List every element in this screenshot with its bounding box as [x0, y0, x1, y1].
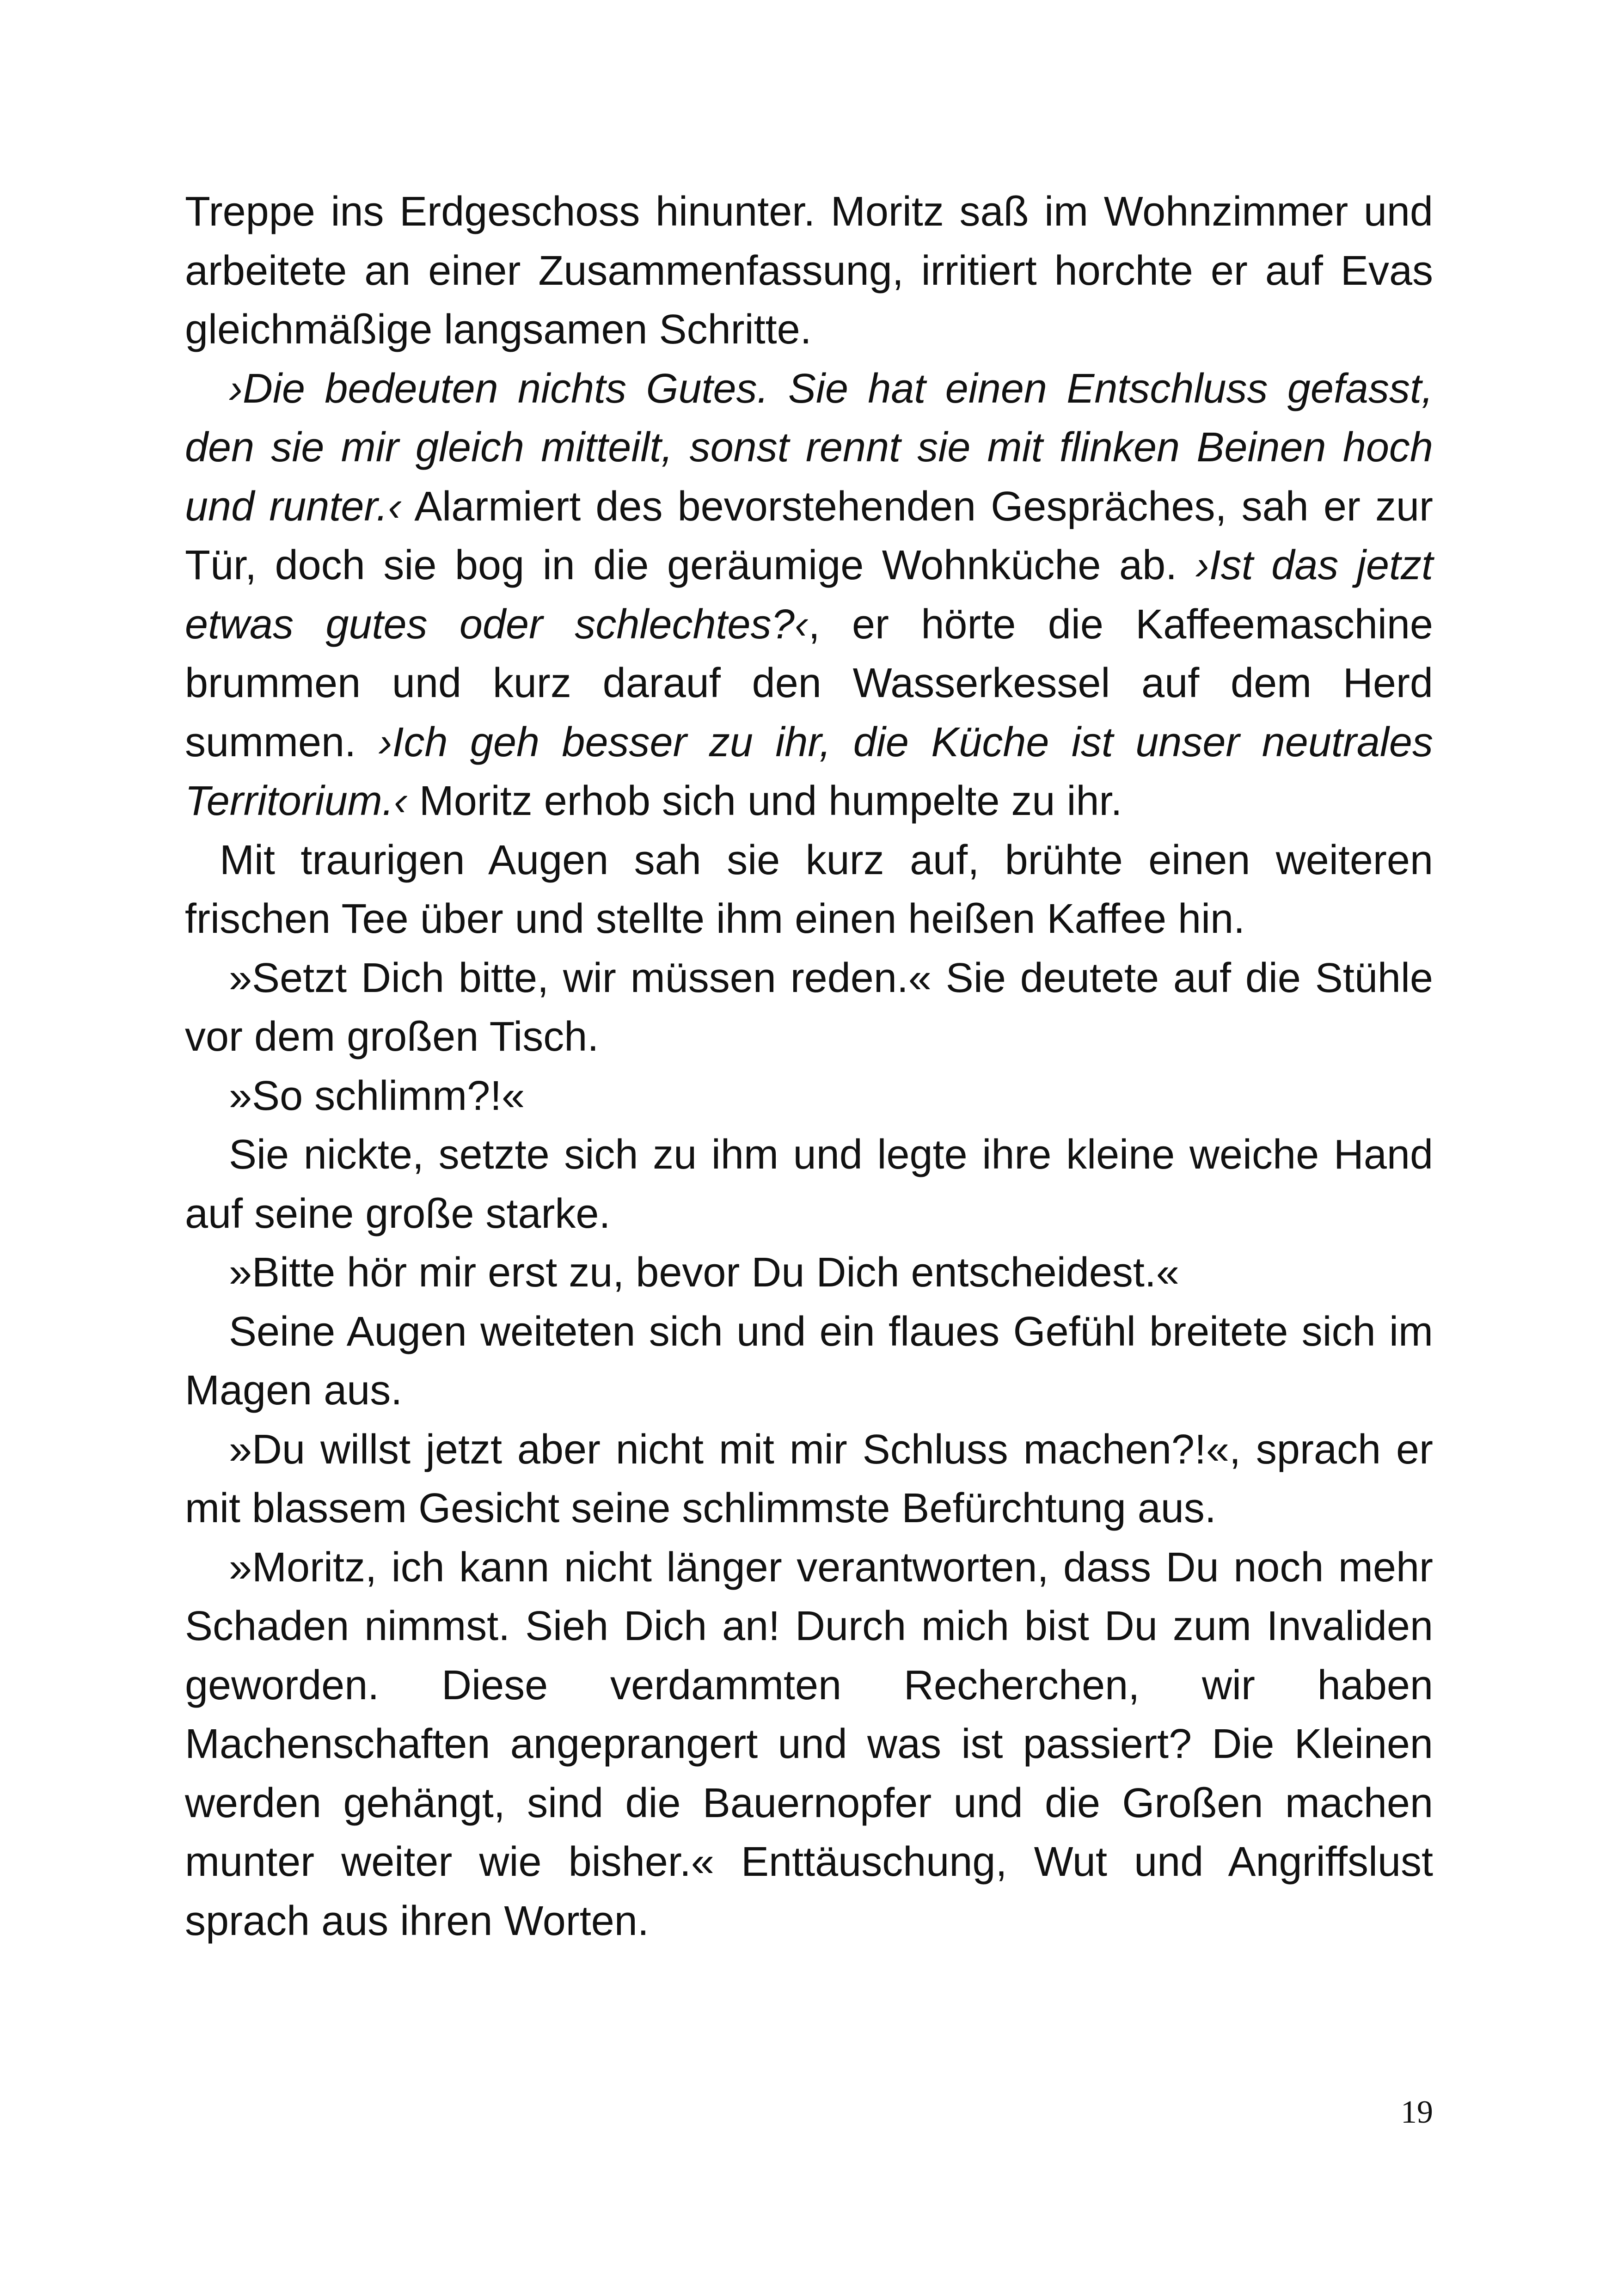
text-run: »Setzt Dich bitte, wir müssen reden.« Sie deutete auf die Stühle vor dem großen Tisch. [185, 955, 1433, 1060]
text-run: Mit traurigen Augen sah sie kurz auf, brühte einen weiteren frischen Tee über und stellte ihm einen heißen Kaffee hin. [185, 837, 1433, 942]
text-run: »Moritz, ich kann nicht länger verantworten, dass Du noch mehr Schaden nimmst. Sieh Dich an! Durch mich bist Du zum Invaliden geworden. Diese verdammten Recherchen, wir haben Machenschaften angeprangert und was ist passiert? Die Kleinen werden gehängt, sind die Bauernopfer und die Großen machen munter weiter wie bisher.« Enttäuschung, Wut und Angriffslust sprach aus ihren Worten. [185, 1544, 1433, 1944]
text-run: Alarmiert des bevorstehenden Gespräches, sah er zur Tür, doch sie bog in die geräumige Wohnküche ab. [185, 483, 1433, 588]
paragraph [185, 360, 1433, 831]
paragraph [185, 1067, 1433, 1126]
thought-text: ›Ist das jetzt etwas gutes oder schlechtes?‹ [185, 542, 1434, 648]
text-run: Moritz erhob sich und humpelte zu ihr. [407, 778, 1122, 824]
text-run: Seine Augen weiteten sich und ein flaues Gefühl breitete sich im Magen aus. [185, 1308, 1433, 1414]
page-number: 19 [1401, 2094, 1433, 2130]
paragraph [185, 1126, 1433, 1243]
paragraph [185, 949, 1433, 1067]
paragraph [185, 1303, 1433, 1420]
body-text [185, 183, 1433, 1951]
text-run: , er hörte die Kaffeemaschine brummen und kurz darauf den Wasserkessel auf dem Herd summen. [185, 601, 1433, 765]
thought-text: ›Die bedeuten nichts Gutes. Sie hat einen Entschluss gefasst, den sie mir gleich mitteilt, sonst rennt sie mit flinken Beinen hoch und runter.‹ [185, 365, 1433, 530]
paragraph [185, 183, 1433, 360]
text-run: »So schlimm?!« [229, 1072, 525, 1119]
text-run: Sie nickte, setzte sich zu ihm und legte ihre kleine weiche Hand auf seine große starke. [185, 1132, 1433, 1237]
text-run: »Bitte hör mir erst zu, bevor Du Dich entscheidest.« [229, 1249, 1179, 1296]
text-run: Treppe ins Erdgeschoss hinunter. Moritz saß im Wohnzimmer und arbeitete an einer Zusammenfassung, irritiert horchte er auf Evas gleichmäßige langsamen Schritte. [185, 189, 1433, 353]
thought-text: ›Ich geh besser zu ihr, die Küche ist unser neutrales Territorium.‹ [185, 719, 1433, 824]
paragraph [185, 831, 1433, 949]
paragraph [185, 1420, 1433, 1538]
text-run: »Du willst jetzt aber nicht mit mir Schluss machen?!«, sprach er mit blassem Gesicht seine schlimmste Befürchtung aus. [185, 1426, 1433, 1531]
paragraph [185, 1243, 1433, 1303]
paragraph [185, 1538, 1433, 1951]
